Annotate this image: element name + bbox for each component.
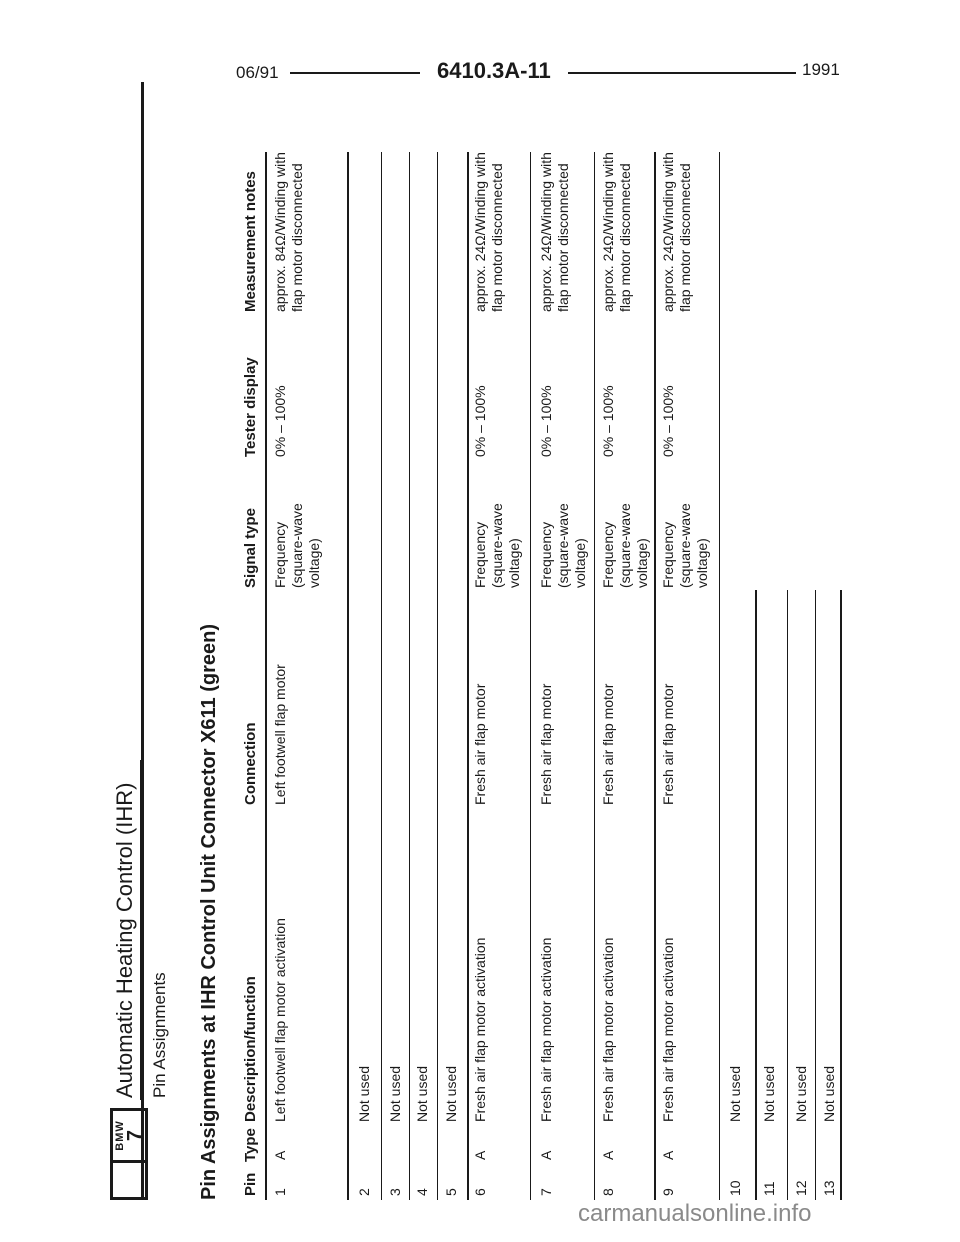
header-rule-left [290,72,420,74]
cell-description: Not used [356,1065,372,1122]
cell-measurement-notes: approx. 24Ω/Winding with [660,152,676,312]
cell-type: A [538,1150,554,1160]
cell-pin: 6 [472,1188,488,1196]
cell-signal-type: (square-wave [617,503,633,588]
cell-measurement-notes: flap motor disconnected [289,163,305,312]
cell-pin: 9 [660,1188,676,1196]
cell-measurement-notes: approx. 24Ω/Winding with [472,152,488,312]
cell-tester-display: 0% – 100% [600,385,616,457]
cell-signal-type: (square-wave [289,503,305,588]
column-header-tester-display: Tester display [242,357,259,457]
cell-connection: Left footwell flap motor [272,664,288,805]
cell-description: Not used [387,1065,403,1122]
cell-tester-display: 0% – 100% [472,385,488,457]
brand-series: 7 [124,1129,146,1142]
row-separator [815,590,816,1200]
row-separator [787,590,788,1200]
cell-signal-type: (square-wave [677,503,693,588]
brand-logo-text: BMW [114,1120,126,1151]
rotated-page-content [80,100,837,1200]
row-separator [467,152,469,1200]
cell-pin: 1 [272,1188,288,1196]
brand-logo-box [110,1108,148,1200]
cell-description: Not used [821,1065,837,1122]
cell-measurement-notes: flap motor disconnected [489,163,505,312]
column-header-pin: Pin [242,1172,259,1196]
cell-connection: Fresh air flap motor [660,683,676,805]
page-title: Automatic Heating Control (IHR) [112,782,137,1098]
cell-signal-type: Frequency [660,521,676,588]
header-doc-number: 6410.3A-11 [437,58,551,83]
watermark: carmanualsonline.info [578,1200,812,1227]
section-title: Pin Assignments at IHR Control Unit Connector X611 (green) [198,624,220,1200]
column-header-connection: Connection [242,722,259,805]
cell-description: Not used [761,1065,777,1122]
cell-pin: 2 [356,1188,372,1196]
column-header-signal-type: Signal type [242,507,259,588]
cell-description: Fresh air flap motor activation [660,937,676,1122]
cell-description: Left footwell flap motor activation [272,918,288,1122]
cell-pin: 5 [443,1188,459,1196]
cell-measurement-notes: approx. 84Ω/Winding with [272,152,288,312]
row-separator [840,590,842,1200]
header-date: 06/91 [236,63,279,82]
cell-type: A [660,1150,676,1160]
cell-tester-display: 0% – 100% [538,385,554,457]
cell-signal-type: Frequency [272,521,288,588]
cell-signal-type: Frequency [600,521,616,588]
cell-description: Not used [727,1065,743,1122]
cell-tester-display: 0% – 100% [272,385,288,457]
cell-measurement-notes: approx. 24Ω/Winding with [538,152,554,312]
cell-pin: 10 [727,1180,743,1196]
cell-tester-display: 0% – 100% [660,385,676,457]
cell-description: Fresh air flap motor activation [600,937,616,1122]
cell-pin: 7 [538,1188,554,1196]
cell-signal-type: Frequency [538,521,554,588]
cell-pin: 13 [821,1180,837,1196]
cell-pin: 4 [414,1188,430,1196]
cell-signal-type: voltage) [306,538,322,588]
cell-signal-type: voltage) [694,538,710,588]
cell-measurement-notes: flap motor disconnected [677,163,693,312]
row-separator [347,152,349,1200]
cell-measurement-notes: approx. 24Ω/Winding with [600,152,616,312]
column-header-description: Description/function [242,976,259,1122]
cell-description: Not used [443,1065,459,1122]
row-separator [381,152,382,1200]
cell-pin: 3 [387,1188,403,1196]
header-rule [265,152,267,1200]
cell-signal-type: Frequency [472,521,488,588]
cell-pin: 12 [793,1180,809,1196]
cell-description: Not used [414,1065,430,1122]
cell-description: Fresh air flap motor activation [472,937,488,1122]
cell-signal-type: (square-wave [489,503,505,588]
column-header-type: Type [242,1128,259,1162]
cell-description: Fresh air flap motor activation [538,937,554,1122]
cell-pin: 8 [600,1188,616,1196]
cell-pin: 11 [761,1181,777,1196]
header-rule-right [568,72,796,74]
row-separator [437,152,438,1200]
row-separator [409,152,410,1200]
cell-description: Not used [793,1065,809,1122]
page-subtitle: Pin Assignments [150,972,169,1098]
cell-measurement-notes: flap motor disconnected [555,163,571,312]
cell-signal-type: voltage) [572,538,588,588]
column-header-measurement-notes: Measurement notes [242,171,259,312]
cell-signal-type: (square-wave [555,503,571,588]
cell-type: A [272,1150,288,1160]
row-separator [755,590,757,1200]
row-separator [654,152,656,1200]
cell-connection: Fresh air flap motor [472,683,488,805]
title-rule [140,760,142,1100]
row-separator [719,152,720,1200]
row-separator [594,152,595,1200]
page-header [0,0,960,110]
cell-connection: Fresh air flap motor [538,683,554,805]
cell-signal-type: voltage) [506,538,522,588]
cell-connection: Fresh air flap motor [600,683,616,805]
cell-signal-type: voltage) [634,538,650,588]
row-separator [530,152,531,1200]
header-year: 1991 [802,60,840,79]
cell-type: A [600,1150,616,1160]
cell-type: A [472,1150,488,1160]
brand-badge [113,1111,145,1163]
cell-measurement-notes: flap motor disconnected [617,163,633,312]
